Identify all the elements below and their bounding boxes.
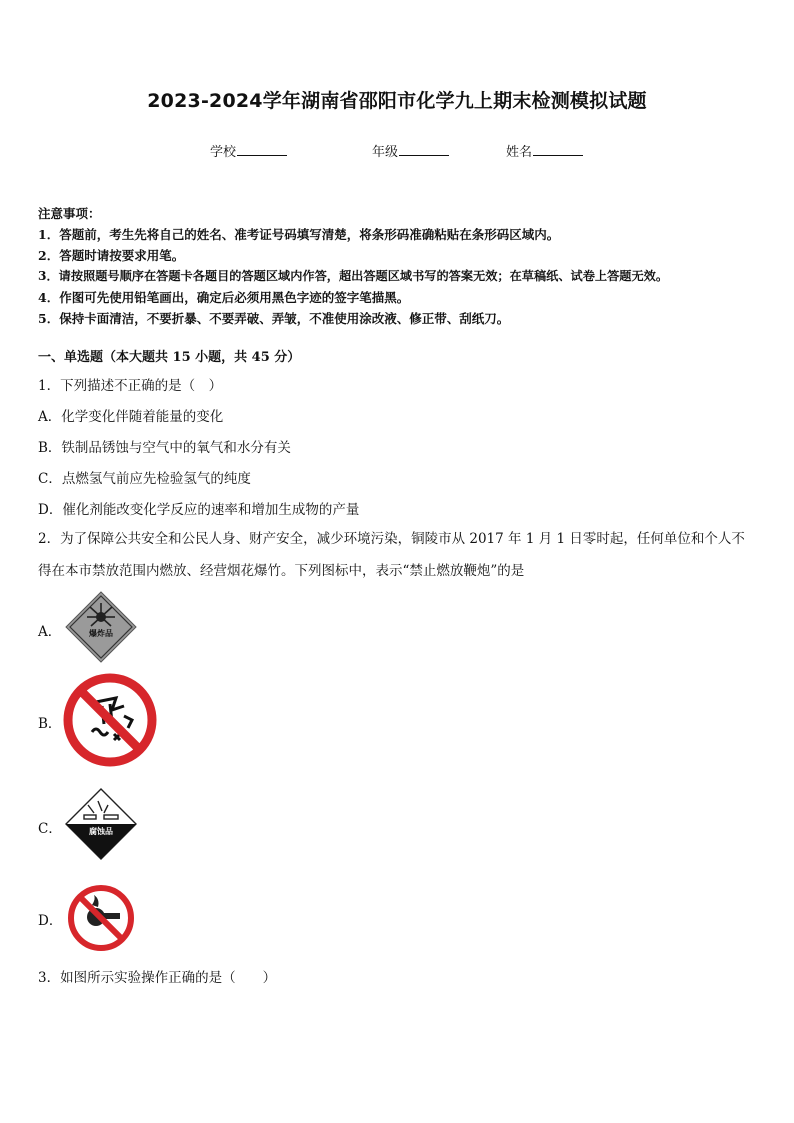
name-label: 姓名 (506, 145, 533, 160)
question-1-option-c[interactable]: C．点燃氢气前应先检验氢气的纯度 (38, 471, 251, 487)
question-1-option-b[interactable]: B．铁制品锈蚀与空气中的氧气和水分有关 (38, 440, 291, 456)
notice-block (38, 203, 768, 329)
option-label: B． (38, 716, 62, 732)
notice-item: 3．请按照题号顺序在答题卡各题目的答题区域内作答，超出答题区域书写的答案无效；在草稿纸、试卷上答题无效。 (38, 269, 669, 283)
page-title: 2023-2024学年湖南省邵阳市化学九上期末检测模拟试题 (147, 90, 647, 112)
school-blank[interactable] (237, 142, 287, 156)
corrosive-label-text: 腐蚀品 (89, 827, 113, 836)
name-field[interactable] (506, 141, 583, 160)
grade-label: 年级 (372, 145, 399, 160)
corrosive-hazard-icon (64, 787, 138, 861)
question-1-option-a[interactable]: A．化学变化伴随着能量的变化 (38, 409, 224, 425)
question-3-stem: 3．如图所示实验操作正确的是（ ） (38, 970, 277, 986)
question-2-stem: 2．为了保障公共安全和公民人身、财产安全，减少环境污染，铜陵市从 2017 年 1 月 1 日零时起，任何单位和个人不得在本市禁放范围内燃放、经营烟花爆竹。下列图标中，表示“禁止燃放鞭炮”的是 (38, 531, 745, 579)
grade-blank[interactable] (399, 142, 449, 156)
notice-item: 2．答题时请按要求用笔。 (38, 248, 185, 263)
notice-item: 1．答题前，考生先将自己的姓名、准考证号码填写清楚，将条形码准确粘贴在条形码区域内。 (38, 227, 560, 242)
no-smoking-fire-icon (66, 883, 136, 953)
school-field[interactable] (210, 141, 287, 160)
no-firecrackers-icon (62, 672, 158, 768)
notice-item: 5．保持卡面清洁，不要折暴、不要弄破、弄皱，不准使用涂改液、修正带、刮纸刀。 (38, 311, 510, 326)
explosive-hazard-icon (64, 590, 138, 664)
notice-heading: 注意事项： (38, 206, 101, 221)
grade-field[interactable] (372, 141, 449, 160)
notice-item: 4．作图可先使用铅笔画出，确定后必须用黑色字迹的签字笔描黑。 (38, 290, 410, 305)
school-label: 学校 (210, 145, 237, 160)
option-label: D． (38, 913, 63, 929)
option-label: A． (38, 624, 62, 640)
explosive-label-text: 爆炸品 (89, 629, 113, 638)
student-info-row (0, 141, 794, 161)
option-label: C． (38, 821, 62, 837)
question-1-stem: 1．下列描述不正确的是（ ） (38, 378, 223, 394)
name-blank[interactable] (533, 142, 583, 156)
question-1-option-d[interactable]: D．催化剂能改变化学反应的速率和增加生成物的产量 (38, 502, 360, 518)
section-heading: 一、单选题（本大题共 15 小题，共 45 分） (38, 350, 301, 365)
